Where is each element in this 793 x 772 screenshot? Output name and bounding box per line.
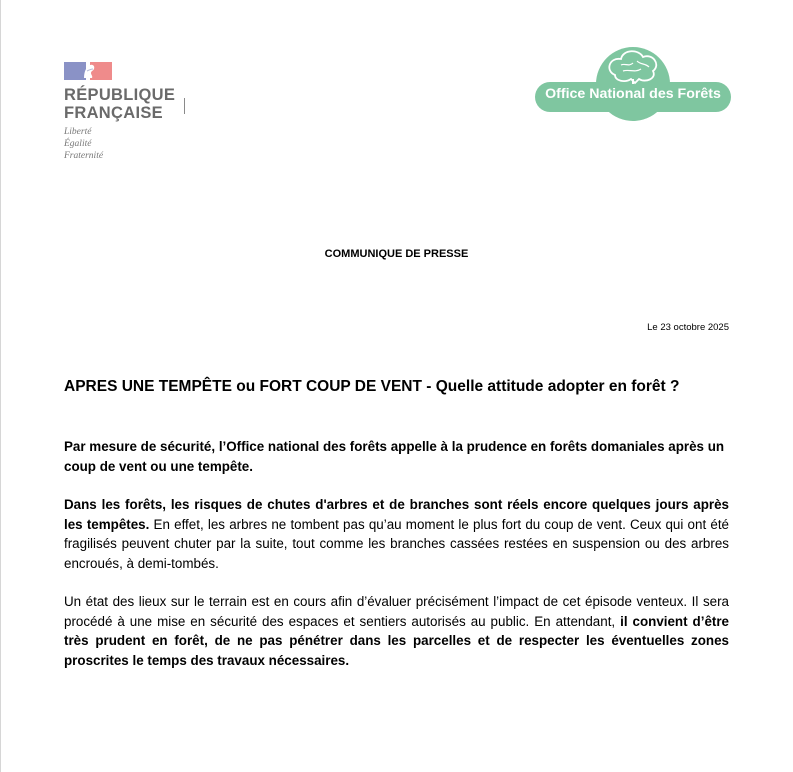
onf-logo-text: Office National des Forêts	[545, 86, 721, 102]
paragraph-assessment	[64, 592, 729, 670]
marianne-icon	[81, 63, 97, 79]
onf-logo	[535, 47, 735, 123]
rf-motto	[64, 126, 194, 162]
paragraph-risks	[64, 495, 729, 573]
paragraph-assessment-bold: il convient d’être très prudent en forêt, de ne pas pénétrer dans les parcelles et de respecter les éventuelles zones proscrites le temps des travaux nécessaires.	[64, 613, 730, 668]
rf-name-line2: FRANÇAISE	[64, 104, 163, 122]
paragraph-intro: Par mesure de sécurité, l’Office national des forêts appelle à la prudence en forêts domaniales après un coup de vent ou une tempête.	[64, 439, 725, 474]
paragraph-assessment-text: Un état des lieux sur le terrain est en cours afin d’évaluer précisément l’impact de cet épisode venteux. Il sera procédé à une mise en sécurité des espaces et sentiers autorisés au public. En attendant,	[64, 594, 729, 629]
rf-name-line1: RÉPUBLIQUE	[64, 86, 176, 104]
release-date: Le 23 octobre 2025	[647, 322, 729, 333]
tricolor-flag-icon	[64, 62, 112, 80]
rf-name	[64, 86, 194, 122]
press-release-label: COMMUNIQUE DE PRESSE	[324, 248, 469, 260]
motto-egalite: Égalité	[64, 139, 92, 149]
paragraph-risks-bold: Dans les forêts, les risques de chutes d'arbres et de branches sont réels encore quelques jours après les tempêtes.	[64, 497, 729, 532]
rf-separator	[184, 98, 185, 114]
paragraph-risks-text: En effet, les arbres ne tombent pas qu’au moment le plus fort du coup de vent. Ceux qui ont été fragilisés peuvent chuter par la suite, tout comme les branches cassées restées en suspension ou des arbres encroués, à demi-tombés.	[64, 516, 729, 571]
republique-francaise-logo	[64, 62, 194, 162]
motto-liberte: Liberté	[64, 127, 92, 137]
onf-tree-badge-icon	[535, 47, 735, 123]
motto-fraternite: Fraternité	[64, 151, 104, 161]
page-left-border	[0, 0, 1, 772]
headline: APRES UNE TEMPÊTE ou FORT COUP DE VENT - Quelle attitude adopter en forêt ?	[64, 378, 680, 395]
